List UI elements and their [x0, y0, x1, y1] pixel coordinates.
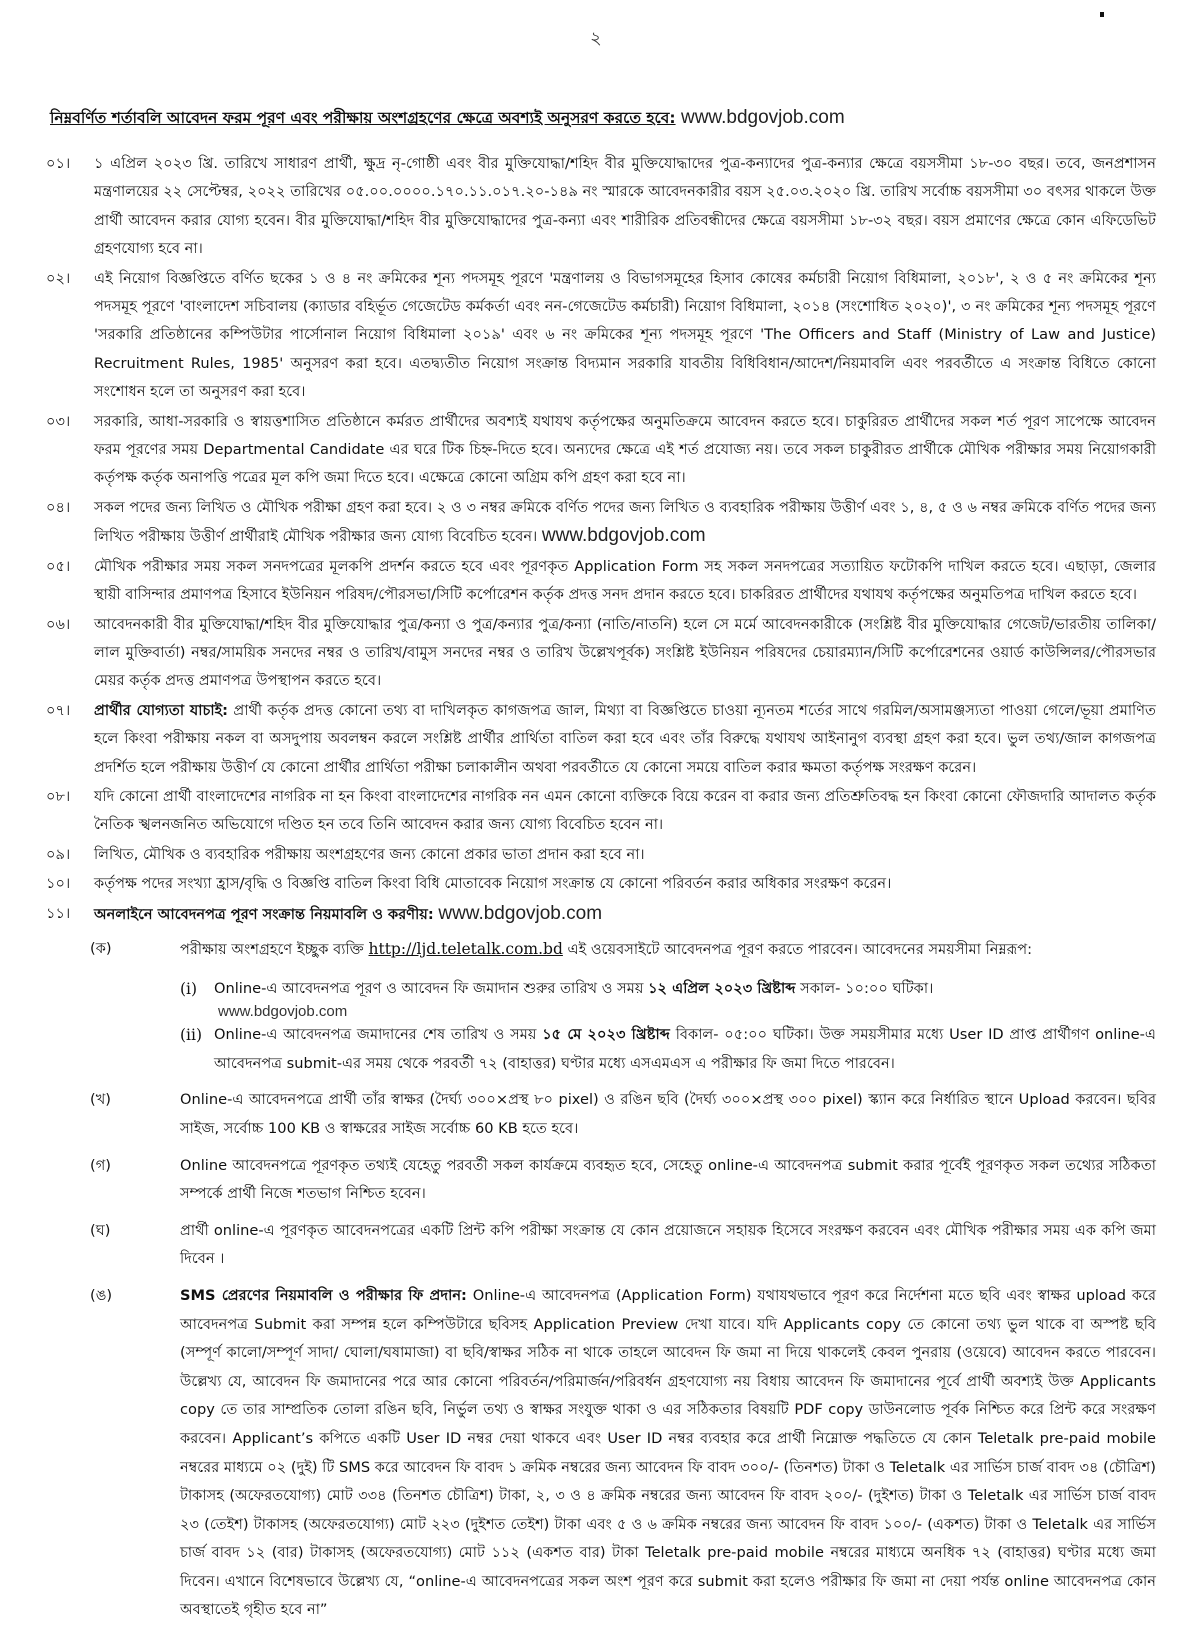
spacer: [90, 1078, 1156, 1086]
roman-mark: (i): [180, 979, 198, 998]
item-text: সকল পদের জন্য লিখিত ও মৌখিক পরীক্ষা গ্রহণ করা হবে। ২ ও ৩ নম্বর ক্রমিকে বর্ণিত পদের জন্য লিখিত ও ব্যবহারিক পরীক্ষায় উত্তীর্ণ এবং ১, ৪, ৫ ও ৬ নম্বর ক্রমিকে বর্ণিত পদের জন্য লিখিত পরীক্ষায় উত্তীর্ণ প্রার্থীরাই মৌখিক পরীক্ষার জন্য যোগ্য বিবেচিত হবেন।: [94, 498, 1156, 546]
roman-mark: (ii): [180, 1026, 203, 1045]
watermark-text: www.bdgovjob.com: [218, 1003, 348, 1021]
online-instructions: [90, 935, 1156, 1625]
item-bold-lead: অনলাইনে আবেদনপত্র পূরণ সংক্রান্ত নিয়মাবলি ও করণীয়:: [94, 905, 434, 923]
conditions-heading: [50, 106, 1150, 130]
heading-text: নিম্নবর্ণিত শর্তাবলি আবেদন ফরম পূরণ এবং পরীক্ষায় অংশগ্রহণের ক্ষেত্রে অবশ্যই অনুসরণ করতে হবে:: [50, 109, 676, 127]
item-text: লিখিত, মৌখিক ও ব্যবহারিক পরীক্ষায় অংশগ্রহণের জন্য কোনো প্রকার ভাতা প্রদান করা হবে না।: [94, 845, 645, 863]
item-number: ০৭।: [46, 701, 71, 719]
item-number: ০২।: [46, 269, 71, 287]
item-bold-lead: প্রার্থীর যোগ্যতা যাচাই:: [94, 701, 228, 719]
item-text: ১ এপ্রিল ২০২৩ খ্রি. তারিখে সাধারণ প্রার্থী, ক্ষুদ্র নৃ-গোষ্ঠী এবং বীর মুক্তিযোদ্ধা/শহিদ বীর মুক্তিযোদ্ধাদের পুত্র-কন্যাদের পুত্র-কন্যার ক্ষেত্রে বয়সসীমা ১৮-৩০ বছর। তবে, জনপ্রশাসন মন্ত্রণালয়ের ২২ সেপ্টেম্বর, ২০২২ তারিখের ০৫.০০.০০০০.১৭০.১১.০১৭.২০-১৪৯ নং স্মারকে আবেদনকারীর বয়স ২৫.০৩.২০২০ খ্রি. তারিখ সর্বোচ্চ বয়সসীমা ৩০ বৎসর থাকলে উক্ত প্রার্থী আবেদন করার যোগ্য হবেন। বীর মুক্তিযোদ্ধা/শহিদ বীর মুক্তিযোদ্ধাদের পুত্র-কন্যা এবং শারীরিক প্রতিবন্ধীদের ক্ষেত্রে বয়সসীমা ১৮-৩২ বছর। বয়স প্রমাণের ক্ষেত্রে কোন এফিডেভিট গ্রহণযোগ্য হবে না।: [94, 155, 1156, 258]
sub-mark: (গ): [90, 1156, 111, 1174]
page-number: ২: [590, 28, 602, 49]
item-text-wrap: [94, 494, 1156, 552]
deadline-date: ১২ এপ্রিল ২০২৩ খ্রিষ্টাব্দ: [648, 979, 796, 997]
teletalk-link[interactable]: http://ljd.teletalk.com.bd: [368, 940, 563, 958]
sub-text: প্রার্থী online-এ পূরণকৃত আবেদনপত্রের একটি প্রিন্ট কপি পরীক্ষা সংক্রান্ত যে কোন প্রয়োজনে সহায়ক হিসেবে সংরক্ষণ করবেন এবং মৌখিক পরীক্ষার সময় এক কপি জমা দিবেন ।: [180, 1221, 1156, 1268]
item-number: ০৬।: [46, 615, 71, 633]
item-number: ১০।: [46, 875, 71, 893]
deadline-date: ১৫ মে ২০২৩ খ্রিষ্টাব্দ: [542, 1026, 670, 1044]
sub-text-wrap: [180, 1282, 1156, 1625]
item-number: ০৩।: [46, 412, 71, 430]
sub-text: Online-এ আবেদনপত্র (Application Form) যথাযথভাবে পূরণ করে নির্দেশনা মতে ছবি এবং স্বাক্ষর upload করে আবেদনপত্র Submit করা সম্পন্ন হলে কম্পিউটারে ছবিসহ Application Preview দেখা যাবে। যদি Applicants copy তে কোনো তথ্য ভুল থাকে বা অস্পষ্ট ছবি (সম্পূর্ণ কালো/সম্পূর্ণ সাদা/ ঘোলা/ঘষামাজা) বা ছবি/স্বাক্ষর সঠিক না থাকে তাহলে আবেদন ফি জমা না দিয়ে থাকলেই কেবল পুনরায় (ওয়েবে) আবেদন করতে পারবেন। উল্লেখ্য যে, আবেদন ফি জমাদানের পরে আর কোনো পরিবর্তন/পরিমার্জন/পরিবর্ধন গ্রহণযোগ্য নয় বিধায় আবেদন ফি জমাদানের পূর্বে প্রার্থী অবশ্যই উক্ত Applicants copy তে তার সাম্প্রতিক তোলা রঙিন ছবি, নির্ভুল তথ্য ও স্বাক্ষর সংযুক্ত থাকা ও এর সঠিকতার বিষয়টি PDF copy ডাউনলোড পূর্বক নিশ্চিত করে প্রিন্ট করে সংরক্ষণ করবেন। Applicant’s কপিতে একটি User ID নম্বর দেয়া থাকবে এবং User ID নম্বর ব্যবহার করে প্রার্থী নিম্নোক্ত পদ্ধতিতে যে কোন Teletalk pre-paid mobile নম্বরের মাধ্যমে ০২ (দুই) টি SMS করে আবেদন ফি বাবদ ১ ক্রমিক নম্বরের জন্য আবেদন ফি বাবদ ৩০০/- (তিনশত) টাকা ও Teletalk এর সার্ভিস চার্জ বাবদ ৩৪ (চৌত্রিশ) টাকাসহ (অফেরতযোগ্য) মোট ৩৩৪ (তিনশত চৌত্রিশ) টাকা, ২, ৩ ও ৪ ক্রমিক নম্বরের জন্য আবেদন ফি বাবদ ২০০/- (দুইশত) টাকা ও Teletalk এর সার্ভিস চার্জ বাবদ ২৩ (তেইশ) টাকাসহ (অফেরতযোগ্য) মোট ২২৩ (দুইশত তেইশ) টাকা এবং ৫ ও ৬ ক্রমিক নম্বরের জন্য আবেদন ফি বাবদ ১০০/- (একশত) টাকা ও Teletalk এর সার্ভিস চার্জ বাবদ ১২ (বার) টাকাসহ (অফেরতযোগ্য) মোট ১১২ (একশত বার) টাকা Teletalk pre-paid mobile নম্বরের মাধ্যমে অনধিক ৭২ (বাহাত্তর) ঘণ্টার মধ্যে জমা দিবেন। এখানে বিশেষভাবে উল্লেখ্য যে, “online-এ আবেদনপত্রের সকল অংশ পূরণ করে submit করা হলেও পরীক্ষার ফি জমা না দেয়া পর্যন্ত online আবেদনপত্র কোন অবস্থাতেই গৃহীত হবে না”: [180, 1286, 1156, 1619]
item-text: মৌখিক পরীক্ষার সময় সকল সনদপত্রের মূলকপি প্রদর্শন করতে হবে এবং পূরণকৃত Application Form সহ সকল সনদপত্রের সত্যায়িত ফটোকপি দাখিল করতে হবে। এছাড়া, জেলার স্থায়ী বাসিন্দার প্রমাণপত্র হিসাবে ইউনিয়ন পরিষদ/পৌরসভা/সিটি কর্পোরেশন কর্তৃক প্রদত্ত সনদ প্রদান করতে হবে। চাকরিরত প্রার্থীদের যথাযথ কর্তৃপক্ষের অনুমতিপত্র দাখিল করতে হবে।: [94, 557, 1156, 604]
item-number: ০৫।: [46, 557, 71, 575]
item-text: কর্তৃপক্ষ পদের সংখ্যা হ্রাস/বৃদ্ধি ও বিজ্ঞপ্তি বাতিল কিংবা বিধি মোতাবেক নিয়োগ সংক্রান্ত যে কোনো পরিবর্তন করার অধিকার সংরক্ষণ করেন।: [94, 875, 892, 893]
deadline-text: Online-এ আবেদনপত্র জমাদানের শেষ তারিখ ও সময়: [214, 1026, 537, 1044]
sub-mark: (ঘ): [90, 1221, 111, 1239]
watermark-text: www.bdgovjob.com: [680, 107, 845, 128]
instruction-ga: [90, 1152, 1156, 1209]
spacer: [90, 1274, 1156, 1282]
scan-speck: [1100, 12, 1104, 17]
spacer: [90, 1144, 1156, 1152]
sub-mark: (ক): [90, 940, 112, 957]
sub-mark: (খ): [90, 1091, 111, 1109]
condition-item-03: [46, 408, 1156, 493]
item-text: এই নিয়োগ বিজ্ঞপ্তিতে বর্ণিত ছকের ১ ও ৪ নং ক্রমিকের শূন্য পদসমূহ পূরণে 'মন্ত্রণালয় ও বিভাগসমূহের হিসাব কোষের কর্মচারী নিয়োগ বিধিমালা, ২০১৮', ২ ও ৫ নং ক্রমিকের শূন্য পদসমূহ পূরণে 'বাংলাদেশ সচিবালয় (ক্যাডার বহির্ভূত গেজেটেড কর্মকর্তা এবং নন-গেজেটেড কর্মচারী) নিয়োগ বিধিমালা, ২০১৪ (সংশোধিত ২০২০)', ৩ নং ক্রমিকের শূন্য পদসমূহ পূরণে 'সরকারি প্রতিষ্ঠানের কম্পিউটার পার্সোনাল নিয়োগ বিধিমালা ২০১৯' এবং ৬ নং ক্রমিকের শূন্য পদসমূহ পূরণে 'The Officers and Staff (Ministry of Law and Justice) Recruitment Rules, 1985' অনুসরণ করা হবে। এতদ্ব্যতীত নিয়োগ সংক্রান্ত বিদ্যমান সরকারি যাবতীয় বিধিবিধান/আদেশ/নিয়মাবলি এবং পরবর্তীতে এ সংক্রান্ত বিধিতে কোনো সংশোধন হলে তা অনুসরণ করা হবে।: [94, 269, 1156, 401]
spacer: [90, 1209, 1156, 1217]
condition-item-05: [46, 553, 1156, 610]
conditions-list: [46, 150, 1156, 930]
item-number: ০৪।: [46, 498, 71, 516]
watermark-text: www.bdgovjob.com: [438, 902, 603, 924]
deadline-start: [180, 975, 1156, 1004]
instruction-ka: [90, 935, 1156, 965]
item-number: ০১।: [46, 155, 71, 172]
sub-bold-lead: SMS প্রেরণের নিয়মাবলি ও পরীক্ষার ফি প্রদান:: [180, 1286, 467, 1304]
condition-item-06: [46, 611, 1156, 696]
deadline-end: [180, 1021, 1156, 1078]
instruction-gha: [90, 1217, 1156, 1274]
condition-item-07: [46, 697, 1156, 782]
item-text: আবেদনকারী বীর মুক্তিযোদ্ধা/শহিদ বীর মুক্তিযোদ্ধার পুত্র/কন্যা ও পুত্র/কন্যার পুত্র/কন্যা (নাতি/নাতনি) হলে সে মর্মে আবেদনকারীকে (সংশ্লিষ্ট বীর মুক্তিযোদ্ধার গেজেট/ভারতীয় তালিকা/লাল মুক্তিবার্তা) নম্বর/সাময়িক সনদের নম্বর ও তারিখ/বামুস সনদের নম্বর ও তারিখ উল্লেখপূর্বক) সংশ্লিষ্ট ইউনিয়ন পরিষদের চেয়ারম্যান/সিটি কর্পোরেশনের ওয়ার্ড কাউন্সিলর/পৌরসভার মেয়র কর্তৃক প্রদত্ত প্রমাণপত্র উপস্থাপন করতে হবে।: [94, 615, 1156, 690]
deadline-time: সকাল- ১০:০০ ঘটিকা।: [800, 979, 934, 997]
condition-item-01: [46, 150, 1156, 264]
sub-mark: (ঙ): [90, 1286, 113, 1304]
sub-text: Online-এ আবেদনপত্রে প্রার্থী তাঁর স্বাক্ষর (দৈর্ঘ্য ৩০০×প্রস্থ ৮০ pixel) ও রঙিন ছবি (দৈর্ঘ্য ৩০০×প্রস্থ ৩০০ pixel) স্ক্যান করে নির্ধারিত স্থানে Upload করবেন। ছবির সাইজ, সর্বোচ্চ 100 KB ও স্বাক্ষরের সাইজ সর্বোচ্চ 60 KB হতে হবে।: [180, 1091, 1156, 1137]
item-text-wrap: [94, 697, 1156, 782]
item-number: ১১।: [46, 904, 71, 922]
deadline-time: বিকাল- ০৫:০০ ঘটিকা। উক্ত সময়সীমার মধ্যে User ID প্রাপ্ত প্রার্থীগণ online-এ আবেদনপত্র submit-এর সময় থেকে পরবর্তী ৭২ (বাহাত্তর) ঘণ্টার মধ্যে এসএমএস এ পরীক্ষার ফি জমা দিতে পারবেন।: [214, 1026, 1157, 1072]
deadline-text: Online-এ আবেদনপত্র পূরণ ও আবেদন ফি জমাদান শুরুর তারিখ ও সময়: [214, 979, 644, 997]
condition-item-09: [46, 841, 1156, 869]
deadline-text-wrap: [214, 975, 1156, 1004]
condition-item-08: [46, 783, 1156, 840]
condition-item-02: [46, 265, 1156, 407]
item-text: প্রার্থী কর্তৃক প্রদত্ত কোনো তথ্য বা দাখিলকৃত কাগজপত্র জাল, মিথ্যা বা বিজ্ঞপ্তিতে চাওয়া ন্যূনতম শর্তের সাথে গরমিল/অসামঞ্জস্যতা পাওয়া গেলে/ভূয়া প্রমাণিত হলে কিংবা পরীক্ষায় নকল বা অসদুপায় অবলম্বন করলে সংশ্লিষ্ট প্রার্থীর প্রার্থিতা বাতিল করা হবে এবং তাঁর বিরুদ্ধে যথাযথ আইনানুগ ব্যবস্থা গ্রহণ করা হবে। ভুল তথ্য/জাল কাগজপত্র প্রদর্শিত হলে পরীক্ষায় উত্তীর্ণ যে কোনো প্রার্থীর প্রার্থিতা পরীক্ষা চলাকালীন অথবা পরবর্তীতে যে কোনো সময়ে বাতিল করার ক্ষমতা কর্তৃপক্ষ সংরক্ষণ করেন।: [94, 701, 1157, 776]
sub-text-wrap: [180, 935, 1156, 965]
watermark-text: www.bdgovjob.com: [541, 525, 706, 547]
condition-item-04: [46, 494, 1156, 552]
deadline-text-wrap: [214, 1021, 1156, 1078]
instruction-uma: [90, 1282, 1156, 1625]
condition-item-10: [46, 870, 1156, 898]
condition-item-11: [46, 900, 1156, 929]
item-number: ০৮।: [46, 787, 71, 805]
item-text: যদি কোনো প্রার্থী বাংলাদেশের নাগরিক না হন কিংবা বাংলাদেশের নাগরিক নন এমন কোনো ব্যক্তিকে বিয়ে করেন বা করার জন্য প্রতিশ্রুতিবদ্ধ হন কিংবা কোনো ফৌজদারি আদালত কর্তৃক নৈতিক স্খলনজনিত অভিযোগে দণ্ডিত হন তবে তিনি আবেদন করার জন্য যোগ্য বিবেচিত হবেন না।: [94, 787, 1156, 834]
sub-text: এই ওয়েবসাইটে আবেদনপত্র পূরণ করতে পারবেন। আবেদনের সময়সীমা নিম্নরূপ:: [567, 941, 1033, 958]
item-text: সরকারি, আধা-সরকারি ও স্বায়ত্তশাসিত প্রতিষ্ঠানে কর্মরত প্রার্থীদের অবশ্যই যথাযথ কর্তৃপক্ষের অনুমতিক্রমে আবেদন করতে হবে। চাকুরিরত প্রার্থীদের সকল শর্ত পূরণ সাপেক্ষে আবেদন ফরম পূরণের সময় Departmental Candidate এর ঘরে টিক চিহ্ন-দিতে হবে। অন্যদের ক্ষেত্রে এই শর্ত প্রযোজ্য নয়। তবে সকল চাকুরীরত প্রার্থীকে মৌখিক পরীক্ষার সময় নিয়োগকারী কর্তৃপক্ষ কর্তৃক অনাপত্তি পত্রের মূল কপি জমা দিতে হবে। এক্ষেত্রে কোনো অগ্রিম কপি গ্রহণ করা হবে না।: [94, 412, 1156, 487]
instruction-kha: [90, 1086, 1156, 1143]
item-number: ০৯।: [46, 845, 71, 863]
item-text-wrap: [94, 900, 1156, 929]
sub-text: পরীক্ষায় অংশগ্রহণে ইচ্ছুক ব্যক্তি: [180, 941, 364, 958]
sub-text: Online আবেদনপত্রে পূরণকৃত তথ্যই যেহেতু পরবর্তী সকল কার্যক্রমে ব্যবহৃত হবে, সেহেতু online-এ আবেদনপত্র submit করার পূর্বেই পূরণকৃত সকল তথ্যের সঠিকতা সম্পর্কে প্রার্থী নিজে শতভাগ নিশ্চিত হবেন।: [180, 1156, 1156, 1203]
